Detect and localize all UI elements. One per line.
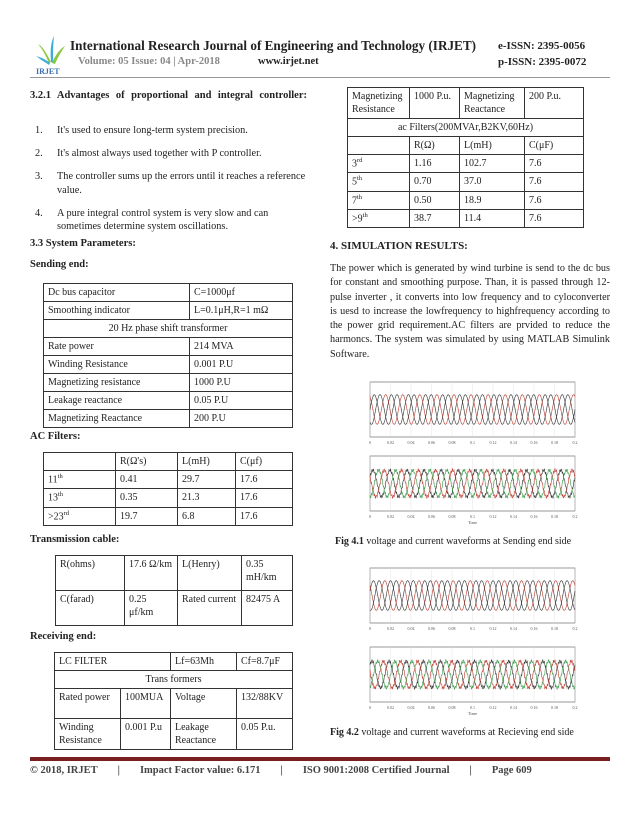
cell: 102.7: [460, 155, 525, 173]
ordinal: th: [58, 491, 64, 499]
cell: L=0.1μH,R=1 mΩ: [190, 302, 293, 320]
cell: L(mH): [178, 453, 236, 471]
cell: [44, 507, 116, 525]
cell: [348, 137, 410, 155]
ac-filters-heading: AC Filters:: [30, 431, 81, 442]
x-tick-label: 0: [369, 514, 371, 519]
caption-text: voltage and current waveforms at Sending end side: [363, 536, 572, 547]
cell: 200 P.U: [190, 410, 293, 428]
x-tick-label: 0.08: [448, 705, 456, 710]
x-tick-label: 0.18: [551, 514, 558, 519]
cell: 17.6: [236, 489, 293, 507]
ordinal: th: [57, 473, 63, 480]
x-tick-label: 0.18: [551, 626, 558, 631]
x-tick-label: 0.14: [510, 514, 517, 519]
cell: C(farad): [56, 591, 125, 626]
cell: 17.6: [236, 507, 293, 525]
cell: C=1000μf: [190, 284, 293, 302]
figure-4-2-waveforms: [350, 564, 585, 719]
section-heading-3-3: 3.3 System Parameters:: [30, 238, 136, 249]
x-axis-label: Time: [467, 520, 478, 525]
cell: 18.9: [460, 191, 525, 209]
x-tick-label: 0.16: [530, 440, 538, 445]
cell: 7.6: [525, 209, 584, 227]
cell: 6.8: [178, 507, 236, 525]
volume-info: Volume: 05 Issue: 04 | Apr-2018: [78, 56, 220, 67]
list-item: [35, 170, 307, 198]
x-tick-label: 0.1: [470, 705, 475, 710]
cell: L(Henry): [178, 556, 242, 591]
ac-filters-table: [43, 452, 293, 526]
cell: 0.001 P.U: [190, 356, 293, 374]
cell: 82475 A: [242, 591, 293, 626]
cell: Leakage Reactance: [171, 719, 237, 750]
cell: Magnetizing Reactance: [44, 410, 190, 428]
x-tick-label: 0: [369, 705, 371, 710]
receiving-end-table: [54, 652, 293, 750]
iso-certification: ISO 9001:2008 Certified Journal: [302, 765, 450, 776]
x-tick-label: 0.2: [572, 705, 578, 710]
ordinal: th: [362, 211, 368, 219]
footer: [30, 765, 532, 776]
cell: 19.7: [116, 507, 178, 525]
cell: 29.7: [178, 471, 236, 489]
cell: [348, 155, 410, 173]
cell: 17.6 Ω/km: [125, 556, 178, 591]
separator: |: [117, 765, 120, 776]
x-tick-label: 0.12: [489, 626, 497, 631]
x-tick-label: 0.18: [551, 440, 558, 445]
cell: [348, 209, 410, 227]
harmonic: 5: [352, 176, 357, 188]
footer-rule: [30, 757, 610, 761]
cell: 20 Hz phase shift transformer: [44, 320, 293, 338]
cell: 0.05 P.U: [190, 392, 293, 410]
figure-4-2-caption: [330, 727, 574, 738]
cell: Cf=8.7μF: [237, 653, 293, 671]
simulation-paragraph: The power which is generated by wind turbine is send to the dc bus for constant and smoothing purpose. Than, it is passed through 12-pulse inverter , it converts into low frequency and to cyloconverter is uesd to increase the lowfrequency to highfrequency according to the power grid requirement.AC filters are prvided to reduce the harmoncs. The system was simulated by using MATLAB Simulink Software.: [330, 263, 610, 360]
cell: Smoothing indicator: [44, 302, 190, 320]
cell: 17.6: [236, 471, 293, 489]
figure-4-1-waveforms: [350, 378, 585, 528]
list-item: [35, 207, 307, 235]
list-item: [35, 147, 307, 161]
x-tick-label: 0.16: [530, 705, 538, 710]
x-tick-label: 0.2: [572, 514, 578, 519]
cell: 0.35: [116, 489, 178, 507]
cell: 0.001 P.u: [121, 719, 171, 750]
cell: [44, 453, 116, 471]
x-tick-label: 0.2: [572, 626, 578, 631]
cell: Winding Resistance: [44, 356, 190, 374]
cell: [348, 173, 410, 191]
figure-label: Fig 4.2: [330, 727, 359, 738]
separator: |: [469, 765, 472, 776]
x-tick-label: 0.08: [448, 626, 456, 631]
cell: 0.50: [410, 191, 460, 209]
x-tick-label: 0.04: [407, 705, 415, 710]
x-tick-label: 0.08: [448, 514, 456, 519]
cell: L(mH): [460, 137, 525, 155]
harmonic: 7: [352, 194, 357, 206]
cell: 1000 P.U: [190, 374, 293, 392]
x-tick-label: 0.14: [510, 626, 517, 631]
caption-text: voltage and current waveforms at Recieving end side: [358, 727, 574, 738]
cell: Leakage reactance: [44, 392, 190, 410]
sending-end-heading: Sending end:: [30, 259, 89, 270]
cell: 7.6: [525, 173, 584, 191]
list-number: 3.: [35, 170, 43, 182]
ordinal: rd: [357, 157, 363, 164]
p-issn: p-ISSN: 2395-0072: [498, 56, 587, 68]
ordinal: rd: [63, 509, 70, 517]
harmonic: 3: [352, 158, 357, 170]
cell: 37.0: [460, 173, 525, 191]
x-tick-label: 0: [369, 626, 371, 631]
x-tick-label: 0.12: [489, 705, 497, 710]
separator: |: [280, 765, 283, 776]
sending-end-table: [43, 283, 293, 428]
cell: ac Filters(200MVAr,B2KV,60Hz): [348, 119, 584, 137]
cell: 38.7: [410, 209, 460, 227]
x-tick-label: 0.08: [448, 440, 456, 445]
x-tick-label: 0: [369, 440, 371, 445]
cell: Rated power: [55, 689, 121, 719]
cell: Magnetizing resistance: [44, 374, 190, 392]
x-tick-label: 0.2: [572, 440, 578, 445]
website-link[interactable]: www.irjet.net: [258, 56, 319, 67]
harmonic: 11: [48, 474, 58, 486]
cell: 214 MVA: [190, 338, 293, 356]
copyright: © 2018, IRJET: [30, 765, 98, 776]
cell: 21.3: [178, 489, 236, 507]
cell: 0.05 P.u.: [237, 719, 293, 750]
list-number: 1.: [35, 125, 43, 136]
transformer-ac-filter-table: [347, 87, 584, 228]
cell: 200 P.u.: [525, 88, 584, 119]
x-tick-label: 0.1: [470, 440, 475, 445]
cell: Dc bus capacitor: [44, 284, 190, 302]
x-tick-label: 0.14: [510, 705, 517, 710]
harmonic: >23: [48, 510, 64, 522]
x-tick-label: 0.06: [428, 514, 435, 519]
x-axis-label: Time: [467, 711, 478, 716]
cell: [44, 471, 116, 489]
header-rule: [30, 77, 610, 78]
cell: C(μF): [525, 137, 584, 155]
cell: Rated current: [178, 591, 242, 626]
x-tick-label: 0.16: [530, 626, 538, 631]
cell: Lf=63Mh: [171, 653, 237, 671]
cell: 0.41: [116, 471, 178, 489]
cell: Voltage: [171, 689, 237, 719]
cell: 11.4: [460, 209, 525, 227]
advantages-list: [35, 124, 307, 243]
receiving-end-heading: Receiving end:: [30, 631, 97, 642]
x-tick-label: 0.06: [428, 440, 435, 445]
e-issn: e-ISSN: 2395-0056: [498, 40, 586, 52]
cell: 132/88KV: [237, 689, 293, 719]
x-tick-label: 0.02: [387, 514, 394, 519]
list-text: It's used to ensure long-term system precision.: [57, 125, 248, 136]
transmission-cable-table: [55, 555, 293, 626]
svg-text:IRJET: IRJET: [36, 67, 60, 76]
ordinal: th: [357, 175, 363, 183]
cell: 7.6: [525, 155, 584, 173]
list-text: The controller sums up the errors until it reaches a reference value.: [57, 170, 306, 196]
x-tick-label: 0.12: [489, 440, 497, 445]
x-tick-label: 0.1: [470, 626, 475, 631]
cell: C(μf): [236, 453, 293, 471]
cell: 1000 P.u.: [410, 88, 460, 119]
cell: 0.25 μf/km: [125, 591, 178, 626]
x-tick-label: 0.12: [489, 514, 497, 519]
cell: 7.6: [525, 191, 584, 209]
journal-title: International Research Journal of Engineering and Technology (IRJET): [70, 38, 477, 53]
x-tick-label: 0.18: [551, 705, 558, 710]
cell: 0.35 mH/km: [242, 556, 293, 591]
cell: Winding Resistance: [55, 719, 121, 750]
x-tick-label: 0.04: [407, 626, 415, 631]
cell: [348, 191, 410, 209]
x-tick-label: 0.04: [407, 440, 415, 445]
cell: Trans formers: [55, 671, 293, 689]
section-heading-4: 4. SIMULATION RESULTS:: [330, 240, 468, 252]
harmonic: >9: [352, 213, 363, 225]
ordinal: th: [357, 193, 363, 201]
list-number: 4.: [35, 207, 43, 219]
x-tick-label: 0.06: [428, 626, 435, 631]
cell: 1.16: [410, 155, 460, 173]
cell: LC FILTER: [55, 653, 171, 671]
list-item: [35, 124, 307, 138]
cell: R(Ω's): [116, 453, 178, 471]
list-number: 2.: [35, 147, 43, 159]
cell: R(ohms): [56, 556, 125, 591]
cell: 0.70: [410, 173, 460, 191]
cell: 100MUA: [121, 689, 171, 719]
journal-logo: [34, 32, 68, 76]
x-tick-label: 0.16: [530, 514, 538, 519]
cell: R(Ω): [410, 137, 460, 155]
x-tick-label: 0.14: [510, 440, 517, 445]
x-tick-label: 0.04: [407, 514, 415, 519]
figure-4-1-caption: [335, 536, 571, 547]
figure-label: Fig 4.1: [335, 536, 364, 547]
impact-factor: Impact Factor value: 6.171: [139, 765, 261, 776]
cell: Rate power: [44, 338, 190, 356]
x-tick-label: 0.02: [387, 440, 394, 445]
transmission-cable-heading: Transmission cable:: [30, 534, 120, 545]
section-heading-3-2-1: 3.2.1 Advantages of proportional and integral controller:: [30, 90, 307, 101]
x-tick-label: 0.02: [387, 705, 394, 710]
x-tick-label: 0.1: [470, 514, 475, 519]
list-text: It's almost always used together with P controller.: [57, 147, 262, 159]
cell: Magnetizing Reactance: [460, 88, 525, 119]
list-text: A pure integral control system is very slow and can sometimes determine system oscillations.: [57, 207, 269, 233]
x-tick-label: 0.06: [428, 705, 435, 710]
harmonic: 13: [48, 492, 58, 504]
x-tick-label: 0.02: [387, 626, 394, 631]
cell: Magnetizing Resistance: [348, 88, 410, 119]
page-number: Page 609: [491, 765, 532, 776]
cell: [44, 489, 116, 507]
